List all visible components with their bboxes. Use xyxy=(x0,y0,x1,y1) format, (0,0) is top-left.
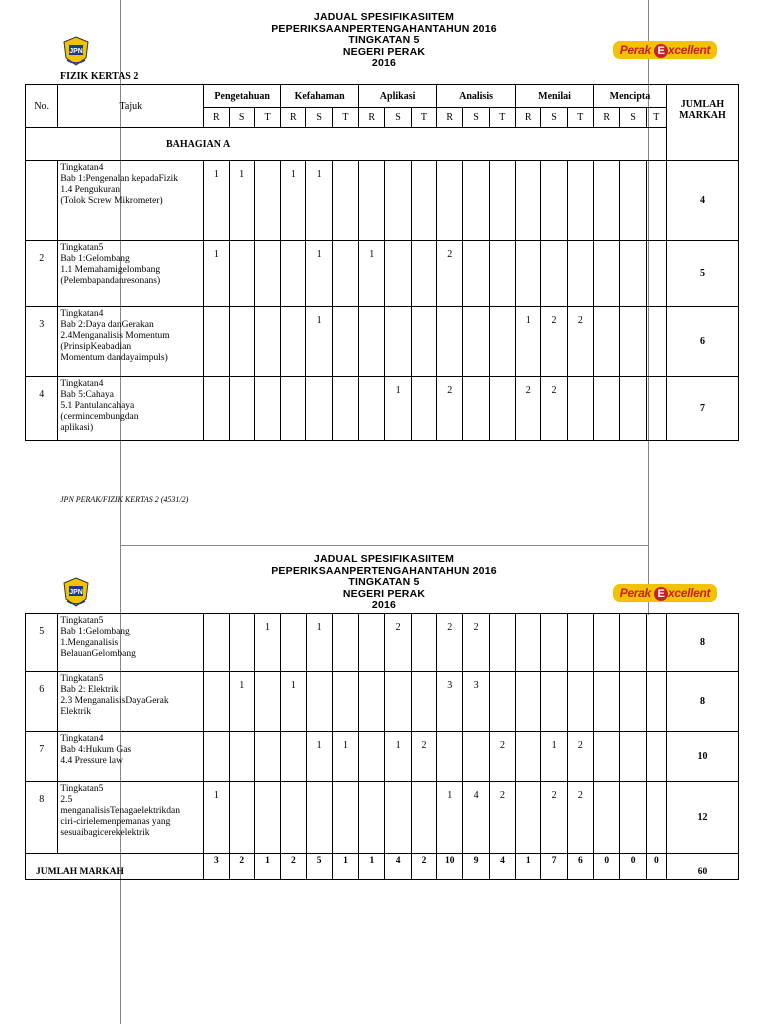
mark-cell: 1 xyxy=(281,672,306,732)
mark-cell xyxy=(594,782,620,854)
section-title: BAHAGIAN A xyxy=(166,138,231,150)
col-jumlah-header: JUMLAH MARKAH xyxy=(666,85,738,161)
row-number: 5 xyxy=(26,614,58,672)
mark-cell: 1 xyxy=(306,161,332,241)
mark-cell xyxy=(437,161,463,241)
sum-cell: 4 xyxy=(489,854,515,880)
header-line-3: TINGKATAN 5 xyxy=(348,34,420,46)
sub-header-s: S xyxy=(385,108,411,128)
logo-text-post: xcellent xyxy=(667,586,711,600)
mark-cell: 3 xyxy=(437,672,463,732)
spec-table-page1 xyxy=(25,84,739,441)
mark-cell: 1 xyxy=(385,732,411,782)
mark-cell: 2 xyxy=(437,241,463,307)
mark-cell xyxy=(646,732,666,782)
mark-cell xyxy=(646,161,666,241)
row-number: 6 xyxy=(26,672,58,732)
mark-cell xyxy=(646,672,666,732)
row-topic: Tingkatan5 Bab 2: Elektrik 2.3 MenganalisisDayaGerak Elektrik xyxy=(58,672,204,732)
row-number: 8 xyxy=(26,782,58,854)
mark-cell xyxy=(463,377,489,441)
mark-cell: 2 xyxy=(411,732,436,782)
sum-cell: 7 xyxy=(541,854,567,880)
mark-cell: 4 xyxy=(463,782,489,854)
table-row xyxy=(26,307,739,377)
sub-header-t: T xyxy=(332,108,358,128)
mark-cell xyxy=(385,782,411,854)
mark-cell xyxy=(516,782,541,854)
sub-header-s: S xyxy=(306,108,332,128)
sum-cell: 1 xyxy=(516,854,541,880)
mark-cell xyxy=(463,161,489,241)
row-topic: Tingkatan5 Bab 1:Gelombang 1.1 Memahamigelombang (Pelembapandanresonans) xyxy=(58,241,204,307)
mark-cell: 2 xyxy=(541,377,567,441)
mark-cell: 2 xyxy=(437,614,463,672)
row-number: 3 xyxy=(26,307,58,377)
mark-cell xyxy=(646,241,666,307)
mark-cell xyxy=(489,672,515,732)
sum-cell: 3 xyxy=(204,854,229,880)
mark-cell xyxy=(541,614,567,672)
mark-cell xyxy=(332,161,358,241)
mark-cell: 1 xyxy=(204,161,229,241)
jpn-emblem-icon xyxy=(62,577,90,607)
mark-cell xyxy=(254,782,280,854)
sub-header-s: S xyxy=(463,108,489,128)
row-number: 7 xyxy=(26,732,58,782)
mark-cell xyxy=(567,241,593,307)
mark-cell xyxy=(411,307,436,377)
mark-cell xyxy=(411,241,436,307)
grand-total: 60 xyxy=(666,854,738,880)
logo-text-pre: Perak xyxy=(619,43,654,57)
mark-cell xyxy=(332,377,358,441)
row-number xyxy=(26,161,58,241)
mark-cell: 2 xyxy=(567,782,593,854)
mark-cell: 2 xyxy=(541,307,567,377)
group-header-aplikasi: Aplikasi xyxy=(359,85,437,108)
mark-cell xyxy=(281,307,306,377)
table-row xyxy=(26,161,739,241)
mark-cell xyxy=(204,614,229,672)
mark-cell xyxy=(229,241,254,307)
row-topic: Tingkatan4 Bab 4:Hukum Gas 4.4 Pressure law xyxy=(58,732,204,782)
header-line-3: TINGKATAN 5 xyxy=(348,576,420,588)
mark-cell xyxy=(281,732,306,782)
mark-cell: 1 xyxy=(254,614,280,672)
mark-cell xyxy=(332,672,358,732)
mark-cell: 1 xyxy=(359,241,385,307)
header-line-4: NEGERI PERAK xyxy=(342,587,426,600)
mark-cell xyxy=(541,241,567,307)
mark-cell xyxy=(254,732,280,782)
sub-header-s: S xyxy=(229,108,254,128)
sub-header-t: T xyxy=(489,108,515,128)
row-number: 2 xyxy=(26,241,58,307)
mark-cell xyxy=(359,672,385,732)
mark-cell xyxy=(463,732,489,782)
group-header-analisis: Analisis xyxy=(437,85,516,108)
mark-cell: 2 xyxy=(385,614,411,672)
mark-cell xyxy=(646,782,666,854)
mark-cell: 2 xyxy=(463,614,489,672)
sub-header-s: S xyxy=(541,108,567,128)
mark-cell xyxy=(567,614,593,672)
row-topic: Tingkatan4 Bab 2:Daya danGerakan 2.4Menganalisis Momentum (PrinsipKeabadian Momentum dandayaimpuls) xyxy=(58,307,204,377)
sum-cell: 0 xyxy=(594,854,620,880)
mark-cell: 2 xyxy=(541,782,567,854)
sub-header-r: R xyxy=(359,108,385,128)
sub-header-t: T xyxy=(411,108,436,128)
mark-cell xyxy=(620,241,646,307)
logo-text-pre: Perak xyxy=(619,586,654,600)
mark-cell xyxy=(463,241,489,307)
mark-cell: 1 xyxy=(229,672,254,732)
group-header-kefahaman: Kefahaman xyxy=(281,85,359,108)
mark-cell xyxy=(489,377,515,441)
mark-cell xyxy=(620,161,646,241)
mark-cell xyxy=(229,377,254,441)
mark-cell xyxy=(489,614,515,672)
mark-cell xyxy=(306,672,332,732)
page-header-2 xyxy=(120,554,648,612)
mark-cell: 2 xyxy=(567,307,593,377)
logo-text-post: xcellent xyxy=(667,43,711,57)
mark-cell xyxy=(646,307,666,377)
mark-cell xyxy=(332,241,358,307)
mark-cell: 2 xyxy=(437,377,463,441)
mark-cell xyxy=(229,307,254,377)
header-line-4: NEGERI PERAK xyxy=(342,45,426,58)
row-total: 12 xyxy=(666,782,738,854)
mark-cell xyxy=(620,782,646,854)
mark-cell: 1 xyxy=(332,732,358,782)
mark-cell: 1 xyxy=(306,307,332,377)
perak-excellent-logo xyxy=(613,584,717,602)
sum-label xyxy=(26,854,204,880)
mark-cell: 1 xyxy=(516,307,541,377)
header-line-2: PEPERIKSAANPERTENGAHANTAHUN 2016 xyxy=(271,22,497,35)
emblem-text: JPN xyxy=(69,589,83,596)
sum-cell: 2 xyxy=(229,854,254,880)
row-topic: Tingkatan5 Bab 1:Gelombang 1.Menganalisis BelauanGelombang xyxy=(58,614,204,672)
mark-cell xyxy=(359,377,385,441)
mark-cell xyxy=(516,732,541,782)
row-total: 6 xyxy=(666,307,738,377)
header-line-5: 2016 xyxy=(371,57,397,69)
sum-row xyxy=(26,854,739,880)
section-header xyxy=(26,128,667,161)
subject-title: FIZIK KERTAS 2 xyxy=(60,71,139,82)
mark-cell xyxy=(385,241,411,307)
mark-cell: 1 xyxy=(306,732,332,782)
mark-cell xyxy=(516,241,541,307)
mark-cell xyxy=(594,672,620,732)
header-line-1: JADUAL SPESIFIKASIITEM xyxy=(313,553,455,565)
sub-header-t: T xyxy=(567,108,593,128)
mark-cell xyxy=(594,161,620,241)
mark-cell: 2 xyxy=(489,732,515,782)
mark-cell xyxy=(359,732,385,782)
sub-header-r: R xyxy=(281,108,306,128)
col-no-header: No. xyxy=(26,85,58,128)
row-total: 5 xyxy=(666,241,738,307)
mark-cell xyxy=(620,732,646,782)
logo-text-mark: E xyxy=(654,44,668,58)
mark-cell xyxy=(463,307,489,377)
row-total: 7 xyxy=(666,377,738,441)
row-total: 10 xyxy=(666,732,738,782)
table-row xyxy=(26,241,739,307)
group-header-pengetahuan: Pengetahuan xyxy=(204,85,281,108)
page-guide-right-2 xyxy=(648,545,649,615)
mark-cell xyxy=(489,307,515,377)
mark-cell xyxy=(204,307,229,377)
sum-cell: 10 xyxy=(437,854,463,880)
sum-cell: 1 xyxy=(332,854,358,880)
mark-cell xyxy=(306,377,332,441)
mark-cell xyxy=(541,161,567,241)
sum-cell: 4 xyxy=(385,854,411,880)
mark-cell: 1 xyxy=(204,782,229,854)
mark-cell xyxy=(567,672,593,732)
mark-cell: 1 xyxy=(204,241,229,307)
mark-cell xyxy=(516,672,541,732)
mark-cell xyxy=(204,672,229,732)
sub-header-r: R xyxy=(204,108,229,128)
mark-cell xyxy=(254,672,280,732)
mark-cell xyxy=(620,614,646,672)
mark-cell xyxy=(359,782,385,854)
group-header-mencipta: Mencipta xyxy=(594,85,667,108)
mark-cell xyxy=(437,307,463,377)
sub-header-t: T xyxy=(254,108,280,128)
sum-cell: 0 xyxy=(620,854,646,880)
page-header xyxy=(120,12,648,70)
perak-excellent-logo xyxy=(613,41,717,59)
mark-cell xyxy=(359,161,385,241)
sum-cell: 1 xyxy=(254,854,280,880)
mark-cell xyxy=(385,161,411,241)
mark-cell: 2 xyxy=(516,377,541,441)
sum-cell: 2 xyxy=(281,854,306,880)
mark-cell xyxy=(281,241,306,307)
mark-cell xyxy=(306,782,332,854)
mark-cell: 2 xyxy=(567,732,593,782)
mark-cell: 1 xyxy=(437,782,463,854)
sum-cell: 9 xyxy=(463,854,489,880)
mark-cell xyxy=(229,614,254,672)
mark-cell xyxy=(204,732,229,782)
mark-cell xyxy=(385,672,411,732)
mark-cell xyxy=(594,241,620,307)
mark-cell xyxy=(281,377,306,441)
mark-cell: 1 xyxy=(385,377,411,441)
mark-cell xyxy=(229,732,254,782)
table-row xyxy=(26,672,739,732)
mark-cell: 1 xyxy=(229,161,254,241)
col-tajuk-header: Tajuk xyxy=(58,85,204,128)
group-header-menilai: Menilai xyxy=(516,85,594,108)
row-total: 8 xyxy=(666,614,738,672)
mark-cell xyxy=(620,377,646,441)
mark-cell: 2 xyxy=(489,782,515,854)
mark-cell xyxy=(332,614,358,672)
mark-cell xyxy=(411,614,436,672)
table-row xyxy=(26,614,739,672)
mark-cell xyxy=(254,377,280,441)
mark-cell xyxy=(359,307,385,377)
mark-cell xyxy=(411,782,436,854)
sub-header-s: S xyxy=(620,108,646,128)
spec-table-page2 xyxy=(25,613,739,880)
mark-cell xyxy=(620,307,646,377)
mark-cell xyxy=(594,377,620,441)
header-line-2: PEPERIKSAANPERTENGAHANTAHUN 2016 xyxy=(271,564,497,577)
mark-cell xyxy=(385,307,411,377)
jpn-emblem-icon xyxy=(62,36,90,66)
header-line-1: JADUAL SPESIFIKASIITEM xyxy=(313,11,455,23)
mark-cell xyxy=(646,377,666,441)
mark-cell xyxy=(489,241,515,307)
sum-cell: 1 xyxy=(359,854,385,880)
mark-cell xyxy=(281,782,306,854)
sum-cell: 0 xyxy=(646,854,666,880)
row-total: 8 xyxy=(666,672,738,732)
mark-cell xyxy=(567,377,593,441)
mark-cell xyxy=(411,672,436,732)
mark-cell xyxy=(254,241,280,307)
sum-cell: 5 xyxy=(306,854,332,880)
mark-cell xyxy=(332,782,358,854)
mark-cell xyxy=(594,307,620,377)
sub-header-r: R xyxy=(516,108,541,128)
table-row xyxy=(26,377,739,441)
mark-cell xyxy=(594,614,620,672)
mark-cell xyxy=(489,161,515,241)
sub-header-r: R xyxy=(437,108,463,128)
mark-cell xyxy=(411,161,436,241)
mark-cell xyxy=(204,377,229,441)
sub-header-r: R xyxy=(594,108,620,128)
mark-cell xyxy=(620,672,646,732)
mark-cell xyxy=(516,161,541,241)
mark-cell xyxy=(229,782,254,854)
mark-cell xyxy=(254,307,280,377)
row-topic: Tingkatan4 Bab 1:Pengenalan kepadaFizik 1.4 Pengukuran (Tolok Screw Mikrometer) xyxy=(58,161,204,241)
mark-cell: 1 xyxy=(541,732,567,782)
mark-cell xyxy=(594,732,620,782)
mark-cell xyxy=(254,161,280,241)
sum-cell: 2 xyxy=(411,854,436,880)
mark-cell xyxy=(437,732,463,782)
mark-cell xyxy=(332,307,358,377)
mark-cell xyxy=(281,614,306,672)
mark-cell: 3 xyxy=(463,672,489,732)
mark-cell xyxy=(541,672,567,732)
sum-label-text: JUMLAH MARKAH xyxy=(36,867,124,877)
page-divider xyxy=(120,545,648,546)
sub-header-t: T xyxy=(646,108,666,128)
row-topic: Tingkatan5 2.5 menganalisisTenagaelektrikdan ciri-cirielemenpemanas yang sesuaibagicerekelektrik xyxy=(58,782,204,854)
row-topic: Tingkatan4 Bab 5:Cahaya 5.1 Pantulancahaya (cermincembungdan aplikasi) xyxy=(58,377,204,441)
row-number: 4 xyxy=(26,377,58,441)
mark-cell: 1 xyxy=(281,161,306,241)
logo-text-mark: E xyxy=(654,587,668,601)
mark-cell: 1 xyxy=(306,241,332,307)
mark-cell: 1 xyxy=(306,614,332,672)
mark-cell xyxy=(359,614,385,672)
emblem-text: JPN xyxy=(69,48,83,55)
header-line-5: 2016 xyxy=(371,599,397,611)
table-row xyxy=(26,732,739,782)
mark-cell xyxy=(411,377,436,441)
row-total: 4 xyxy=(666,161,738,241)
footer-note: JPN PERAK/FIZIK KERTAS 2 (4531/2) xyxy=(60,495,189,504)
mark-cell xyxy=(516,614,541,672)
mark-cell xyxy=(646,614,666,672)
sum-cell: 6 xyxy=(567,854,593,880)
table-row xyxy=(26,782,739,854)
mark-cell xyxy=(567,161,593,241)
